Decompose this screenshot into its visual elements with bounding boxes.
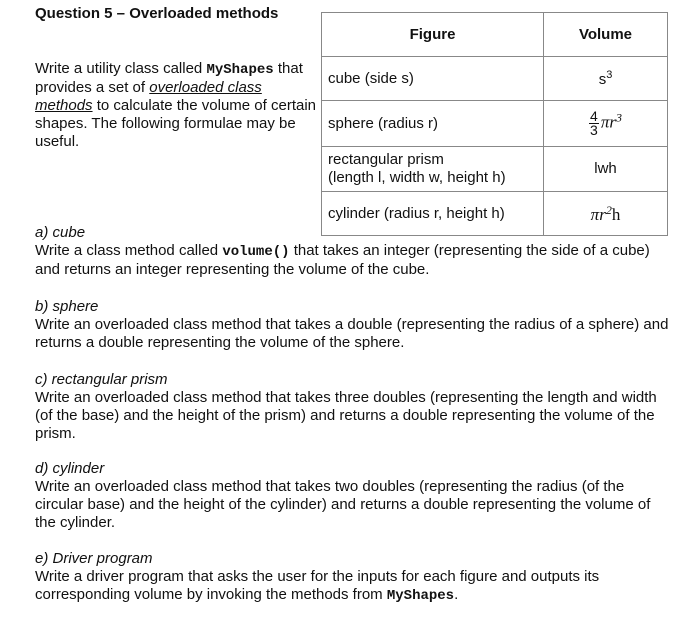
figure-cylinder: cylinder (radius r, height h) — [322, 192, 544, 236]
volume-cube — [544, 57, 668, 101]
section-d — [35, 460, 675, 532]
section-c — [35, 371, 675, 443]
section-e — [35, 550, 675, 605]
section-a-body — [35, 242, 675, 279]
section-b-body: Write an overloaded class method that takes a double (representing the radius of a sphere) and returns a double representing the volume of the sphere. — [35, 316, 669, 351]
volume-method-code: volume() — [222, 244, 290, 260]
section-b — [35, 298, 675, 352]
section-e-body — [35, 568, 675, 605]
question-title: Question 5 – Overloaded methods — [35, 5, 279, 22]
intro-text-1: Write a utility class called — [35, 60, 207, 77]
section-d-body: Write an overloaded class method that takes two doubles (representing the radius (of the circular base) and the height of the cylinder) and returns a double representing the volume of the cylinder. — [35, 478, 651, 531]
class-name-code: MyShapes — [206, 62, 274, 78]
section-e-text-1: Write a driver program that asks the user for the inputs for each figure and outputs its corresponding volume by invoking the methods from — [35, 568, 600, 603]
formula-table — [321, 12, 668, 236]
section-a-heading: a) cube — [35, 224, 86, 241]
table-header-row — [322, 13, 668, 57]
section-c-heading: c) rectangular prism — [35, 371, 168, 388]
overloaded-methods-link[interactable]: overloaded class methods — [35, 79, 262, 114]
header-volume: Volume — [544, 13, 668, 57]
section-a — [35, 224, 675, 279]
myshapes-code: MyShapes — [386, 588, 455, 604]
volume-sphere — [544, 101, 668, 147]
sphere-numerator: 4 — [590, 108, 598, 124]
cylinder-body: πr — [590, 204, 606, 224]
question-intro — [35, 60, 317, 151]
section-e-text-2: . — [454, 586, 459, 603]
cylinder-tail: h — [611, 204, 621, 224]
sphere-denominator: 3 — [590, 122, 598, 138]
intro-text-3: to calculate the volume of certain shapes. The following formulae may be useful. — [35, 97, 317, 150]
section-d-heading: d) cylinder — [35, 460, 105, 477]
section-a-text-1: Write a class method called — [35, 242, 223, 259]
figure-sphere: sphere (radius r) — [322, 101, 544, 147]
volume-prism: lwh — [544, 147, 668, 192]
sphere-body: πr — [600, 112, 616, 132]
section-a-text-2: that takes an integer (representing the side of a cube) and returns an integer representing the volume of the cube. — [35, 242, 650, 278]
prism-line-2: (length l, width w, height h) — [328, 169, 506, 186]
table-row — [322, 147, 668, 192]
intro-text-2: that provides a set of — [35, 60, 303, 96]
section-e-heading: e) Driver program — [35, 550, 153, 567]
section-c-body: Write an overloaded class method that takes three doubles (representing the length and width (of the base) and the height of the prism) and returns a double representing the volume of the prism. — [35, 389, 657, 442]
header-figure: Figure — [322, 13, 544, 57]
sphere-fraction — [589, 110, 599, 137]
section-b-heading: b) sphere — [35, 298, 99, 315]
table-row — [322, 101, 668, 147]
sphere-exponent: 3 — [615, 110, 622, 125]
cylinder-exponent: 2 — [605, 202, 612, 217]
prism-line-1: rectangular prism — [328, 151, 444, 168]
figure-prism — [322, 147, 544, 192]
cube-exponent: 3 — [606, 69, 613, 81]
figure-cube: cube (side s) — [322, 57, 544, 101]
table-row — [322, 57, 668, 101]
cube-base: s — [598, 71, 607, 88]
